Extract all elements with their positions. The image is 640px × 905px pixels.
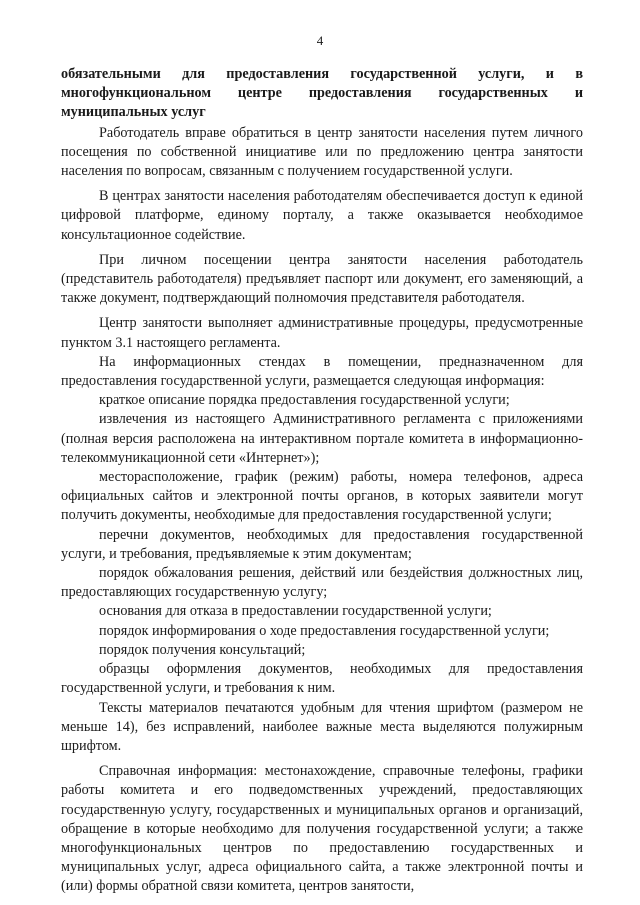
list-item-refusal-grounds: основания для отказа в предоставлении государственной услуги; — [99, 603, 492, 620]
list-item-document-lists: перечни документов, необходимых для предоставления государственной услуги, и требования, предъявляемые к этим документам; — [61, 526, 583, 562]
paragraph-digital-platform-access: В центрах занятости населения работодателям обеспечивается доступ к единой цифровой платформе, единому порталу, а также оказывается необходимое консультационное содействие. — [61, 188, 583, 243]
paragraph-administrative-procedures: Центр занятости выполняет административные процедуры, предусмотренные пунктом 3.1 настоящего регламента. — [61, 315, 583, 351]
paragraph-information-stands: На информационных стендах в помещении, предназначенном для предоставления государственной услуги, размещается следующая информация: — [61, 353, 583, 390]
document-body — [61, 65, 583, 897]
section-heading: обязательными для предоставления государственной услуги, и в многофункциональном центре предоставления государственных и муниципальных услуг — [61, 66, 583, 121]
list-item-document-samples: образцы оформления документов, необходимых для предоставления государственной услуги, и требования к ним. — [61, 661, 583, 697]
paragraph-reference-information: Справочная информация: местонахождение, справочные телефоны, графики работы комитета и его подведомственных учреждений, предоставляющих государственную услугу, государственных и муниципальных органов и организаций, обращение в которые необходимо для получения государственной услуги; а также многофункциональных центров по предоставлению государственных и муниципальных услуг, адреса официального сайта, а также электронной почты и (или) формы обратной связи комитета, центров занятости, — [61, 763, 583, 895]
page-number: 4 — [316, 33, 324, 48]
paragraph-font-requirements: Тексты материалов печатаются удобным для чтения шрифтом (размером не меньше 14), без исправлений, наиболее важные места выделяются полужирным шрифтом. — [61, 699, 583, 754]
list-item-consultation-procedure: порядок получения консультаций; — [99, 641, 306, 658]
list-item-procedure-description: краткое описание порядка предоставления государственной услуги; — [99, 392, 510, 409]
paragraph-personal-visit-documents: При личном посещении центра занятости населения работодатель (представитель работодателя) предъявляет паспорт или документ, его заменяющий, а также документ, подтверждающий полномочия представителя работодателя. — [61, 251, 583, 307]
list-item-location-schedule: месторасположение, график (режим) работы, номера телефонов, адреса официальных сайтов и электронной почты органов, в которых заявители могут получить документы, необходимые для предоставления государственной услуги; — [61, 469, 583, 524]
list-item-appeal-procedure: порядок обжалования решения, действий или бездействия должностных лиц, предоставляющих государственную услугу; — [61, 565, 583, 601]
list-item-progress-information: порядок информирования о ходе предоставления государственной услуги; — [99, 622, 550, 639]
list-item-regulation-extracts: извлечения из настоящего Административного регламента с приложениями (полная версия расположена на интерактивном портале комитета в информационно-телекоммуникационной сети «Интернет»); — [61, 411, 583, 466]
paragraph-employer-visit: Работодатель вправе обратиться в центр занятости населения путем личного посещения по собственной инициативе или по предложению центра занятости населения по вопросам, связанным с получением государственной услуги. — [61, 124, 583, 180]
